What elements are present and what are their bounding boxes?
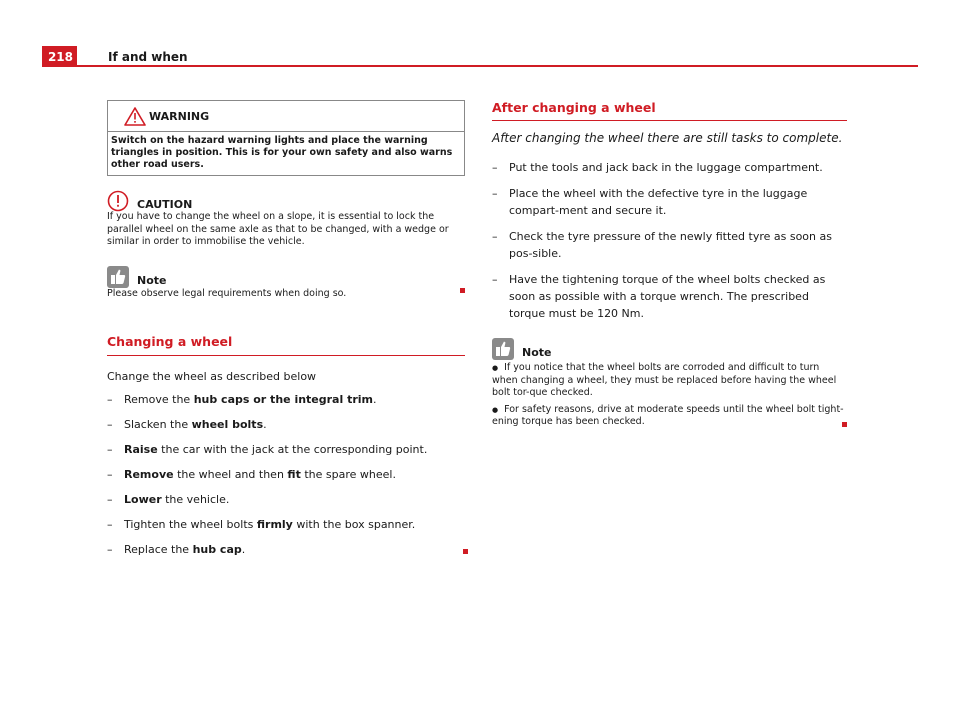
section-rule bbox=[492, 120, 847, 121]
warning-header bbox=[108, 101, 464, 132]
note-text-left: Please observe legal requirements when doing so. bbox=[107, 287, 347, 299]
header-rule bbox=[42, 65, 918, 67]
list-dash: – bbox=[492, 230, 498, 243]
note-bullet bbox=[492, 362, 847, 400]
end-marker bbox=[460, 288, 465, 293]
after-subtitle: After changing the wheel there are still tasks to complete. bbox=[492, 131, 843, 145]
step-text: Slacken the bbox=[124, 418, 192, 431]
left-column bbox=[107, 100, 465, 558]
warning-box bbox=[107, 100, 465, 176]
running-title: If and when bbox=[108, 50, 188, 64]
step-text: Tighten the wheel bolts bbox=[124, 518, 257, 531]
emphasis-text: Lower bbox=[124, 493, 162, 506]
step-text: Have the tightening torque of the wheel bolts checked as soon as possible with a torque wrench. The prescribed torque must be 120 Nm. bbox=[509, 273, 826, 320]
bullet-dot-icon: ● bbox=[492, 405, 499, 414]
changing-step bbox=[107, 392, 465, 408]
list-dash: – bbox=[107, 543, 113, 556]
changing-intro: Change the wheel as described below bbox=[107, 370, 317, 383]
section-rule bbox=[107, 355, 465, 356]
note-block-right bbox=[492, 338, 847, 429]
step-text: the car with the jack at the corresponding point. bbox=[157, 443, 428, 456]
caution-block bbox=[107, 190, 465, 249]
step-text: Place the wheel with the defective tyre in the luggage compart-ment and secure it. bbox=[509, 187, 808, 217]
step-text: Remove the bbox=[124, 393, 194, 406]
bullet-text: For safety reasons, drive at moderate speeds until the wheel bolt tight-ening torque has been checked. bbox=[492, 403, 844, 427]
page-header bbox=[42, 46, 918, 66]
caution-title: CAUTION bbox=[137, 198, 193, 211]
after-step bbox=[492, 271, 847, 322]
step-text: . bbox=[241, 543, 246, 556]
emphasis-text: wheel bolts bbox=[191, 418, 264, 431]
step-text: Replace the bbox=[124, 543, 193, 556]
step-text: Put the tools and jack back in the luggage compartment. bbox=[509, 161, 823, 174]
list-dash: – bbox=[107, 493, 113, 506]
page-number: 218 bbox=[42, 46, 77, 66]
caution-exclamation-icon bbox=[107, 190, 129, 212]
changing-step bbox=[107, 517, 465, 533]
section-heading-after: After changing a wheel bbox=[492, 100, 656, 115]
warning-title: WARNING bbox=[149, 110, 210, 123]
list-dash: – bbox=[492, 273, 498, 286]
note-title-left: Note bbox=[137, 273, 167, 287]
changing-wheel-section bbox=[107, 334, 465, 558]
emphasis-text: hub caps or the integral trim bbox=[193, 393, 373, 406]
step-text: . bbox=[263, 418, 267, 431]
note-block-left bbox=[107, 266, 465, 301]
emphasis-text: hub cap bbox=[192, 543, 242, 556]
after-step bbox=[492, 228, 847, 262]
emphasis-text: Raise bbox=[124, 443, 158, 456]
end-marker bbox=[842, 422, 847, 427]
bullet-dot-icon: ● bbox=[492, 364, 499, 372]
emphasis-text: firmly bbox=[256, 518, 293, 531]
step-text: Check the tyre pressure of the newly fitted tyre as soon as pos-sible. bbox=[509, 230, 832, 260]
after-steps-list bbox=[492, 159, 847, 322]
step-text: with the box spanner. bbox=[292, 518, 416, 531]
list-dash: – bbox=[107, 518, 113, 531]
step-text: the wheel and then bbox=[173, 468, 288, 481]
warning-triangle-icon bbox=[124, 107, 146, 126]
section-heading-changing: Changing a wheel bbox=[107, 334, 233, 349]
list-dash: – bbox=[107, 468, 113, 481]
emphasis-text: Remove bbox=[124, 468, 174, 481]
right-column bbox=[492, 100, 847, 429]
list-dash: – bbox=[492, 187, 498, 200]
list-dash: – bbox=[107, 418, 113, 431]
step-text: the vehicle. bbox=[161, 493, 230, 506]
changing-step bbox=[107, 417, 465, 433]
changing-step bbox=[107, 442, 465, 458]
list-dash: – bbox=[492, 161, 498, 174]
bullet-text: If you notice that the wheel bolts are corroded and difficult to turn when changing a wheel, they must be replaced before having the wheel bolt tor-que checked. bbox=[492, 362, 837, 398]
warning-text: Switch on the hazard warning lights and place the warning triangles in position. This is for your own safety and also warns other road users. bbox=[111, 135, 453, 170]
list-dash: – bbox=[107, 443, 113, 456]
note-bullet bbox=[492, 404, 847, 429]
changing-step bbox=[107, 467, 465, 483]
changing-steps-list bbox=[107, 392, 465, 558]
note-bullet-list bbox=[492, 338, 847, 429]
step-text: . bbox=[373, 393, 377, 406]
end-marker bbox=[463, 549, 468, 554]
caution-text: If you have to change the wheel on a slope, it is essential to lock the parallel wheel on the same axle as that to be changed, with a wedge or similar in order to immobilise the vehicle. bbox=[107, 211, 449, 247]
step-text: the spare wheel. bbox=[300, 468, 396, 481]
changing-step bbox=[107, 492, 465, 508]
list-dash: – bbox=[107, 393, 113, 406]
after-step bbox=[492, 159, 847, 176]
note-title-right: Note bbox=[522, 346, 552, 359]
after-step bbox=[492, 185, 847, 219]
note-info-icon bbox=[107, 266, 129, 288]
emphasis-text: fit bbox=[287, 468, 301, 481]
changing-step bbox=[107, 542, 465, 558]
